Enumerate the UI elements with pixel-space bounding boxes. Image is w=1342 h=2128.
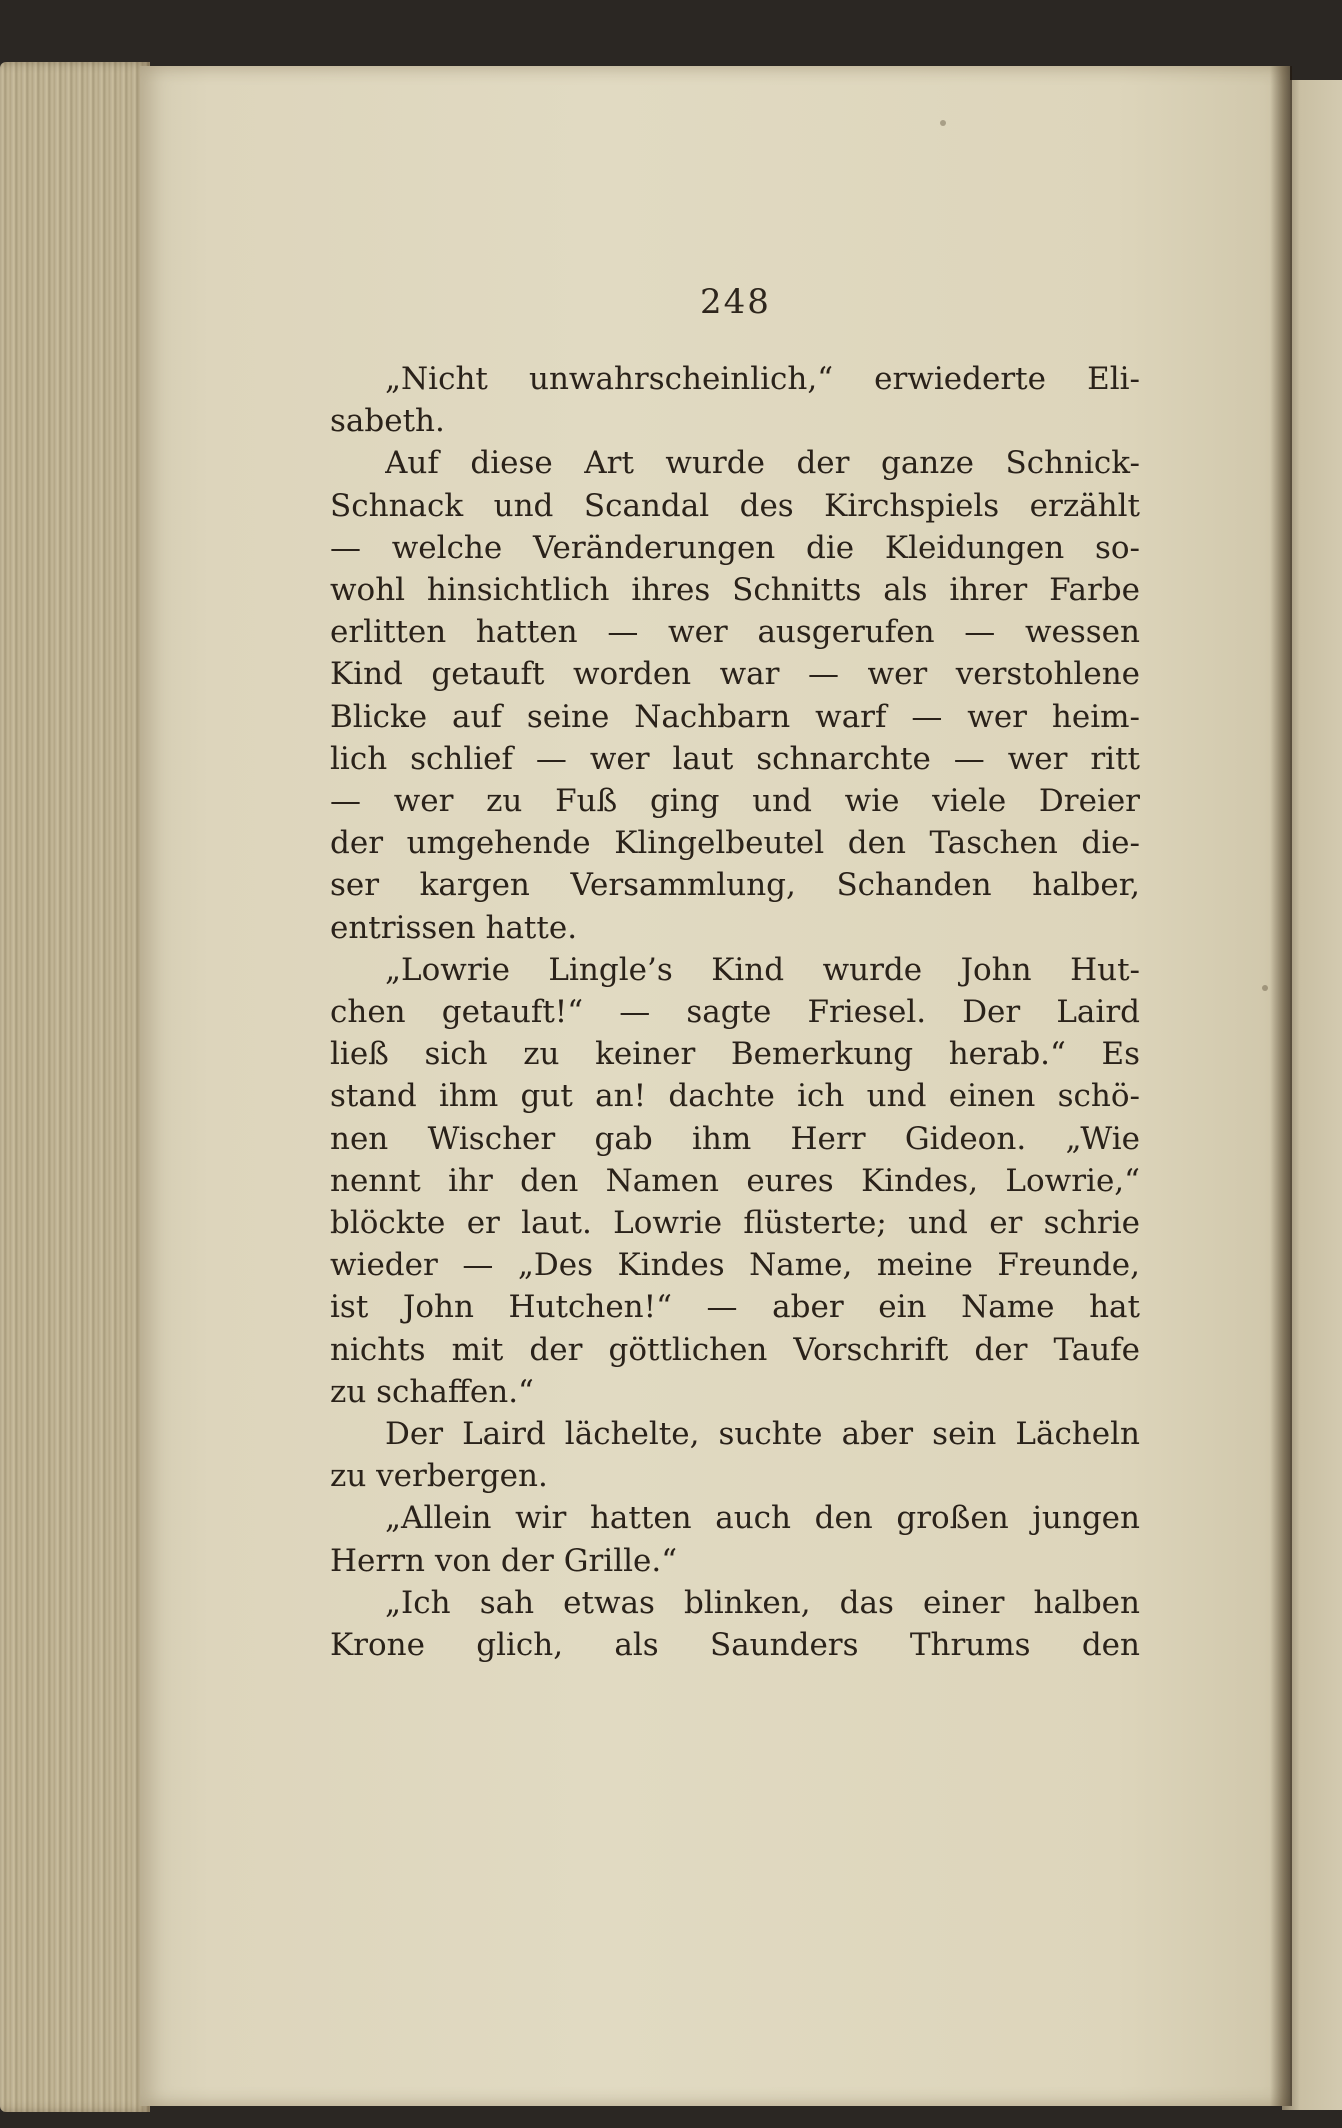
text-line: ließ sich zu keiner Bemerkung herab.“ Es (330, 1036, 1140, 1072)
text-line: ser kargen Versammlung, Schanden halber, (330, 867, 1140, 903)
text-line: nen Wischer gab ihm Herr Gideon. „Wie (330, 1121, 1140, 1157)
text-line: nichts mit der göttlichen Vorschrift der Taufe (330, 1332, 1140, 1368)
text-line: chen getauft!“ — sagte Friesel. Der Laird (330, 994, 1140, 1030)
text-line: „Nicht unwahrscheinlich,“ erwiederte Eli- (385, 361, 1140, 397)
text-line: wohl hinsichtlich ihres Schnitts als ihrer Farbe (330, 572, 1140, 608)
text-line: wieder — „Des Kindes Name, meine Freunde, (330, 1247, 1140, 1283)
text-line: ist John Hutchen!“ — aber ein Name hat (330, 1289, 1140, 1325)
text-line: Auf diese Art wurde der ganze Schnick- (385, 445, 1140, 481)
text-line: — welche Veränderungen die Kleidungen so- (330, 530, 1140, 566)
text-line: Blicke auf seine Nachbarn warf — wer heim- (330, 699, 1140, 735)
text-line: erlitten hatten — wer ausgerufen — wessen (330, 614, 1140, 650)
text-line: Krone glich, als Saunders Thrums den (330, 1627, 1140, 1663)
text-line: entrissen hatte. (330, 910, 578, 946)
text-line: „Allein wir hatten auch den großen jungen (385, 1500, 1140, 1536)
text-line: Herrn von der Grille.“ (330, 1543, 678, 1579)
text-line: „Lowrie Lingle’s Kind wurde John Hut- (385, 952, 1140, 988)
text-line: Der Laird lächelte, suchte aber sein Lächeln (385, 1416, 1140, 1452)
text-line: Kind getauft worden war — wer verstohlene (330, 656, 1140, 692)
text-line: „Ich sah etwas blinken, das einer halben (385, 1585, 1140, 1621)
text-line: blöckte er laut. Lowrie flüsterte; und er schrie (330, 1205, 1140, 1241)
text-line: sabeth. (330, 403, 445, 439)
text-line: lich schlief — wer laut schnarchte — wer ritt (330, 741, 1140, 777)
gutter-shadow (1270, 66, 1292, 2106)
text-line: stand ihm gut an! dachte ich und einen schö- (330, 1078, 1140, 1114)
text-line: — wer zu Fuß ging und wie viele Dreier (330, 783, 1140, 819)
text-line: zu schaffen.“ (330, 1374, 534, 1410)
paper-speck (1262, 985, 1268, 991)
page-edges (0, 62, 150, 2112)
text-line: nennt ihr den Namen eures Kindes, Lowrie,“ (330, 1163, 1140, 1199)
paper-speck (940, 120, 946, 126)
text-line: der umgehende Klingelbeutel den Taschen die- (330, 825, 1140, 861)
page-number: 248 (700, 282, 771, 322)
text-line: Schnack und Scandal des Kirchspiels erzählt (330, 488, 1140, 524)
text-line: zu verbergen. (330, 1458, 548, 1494)
